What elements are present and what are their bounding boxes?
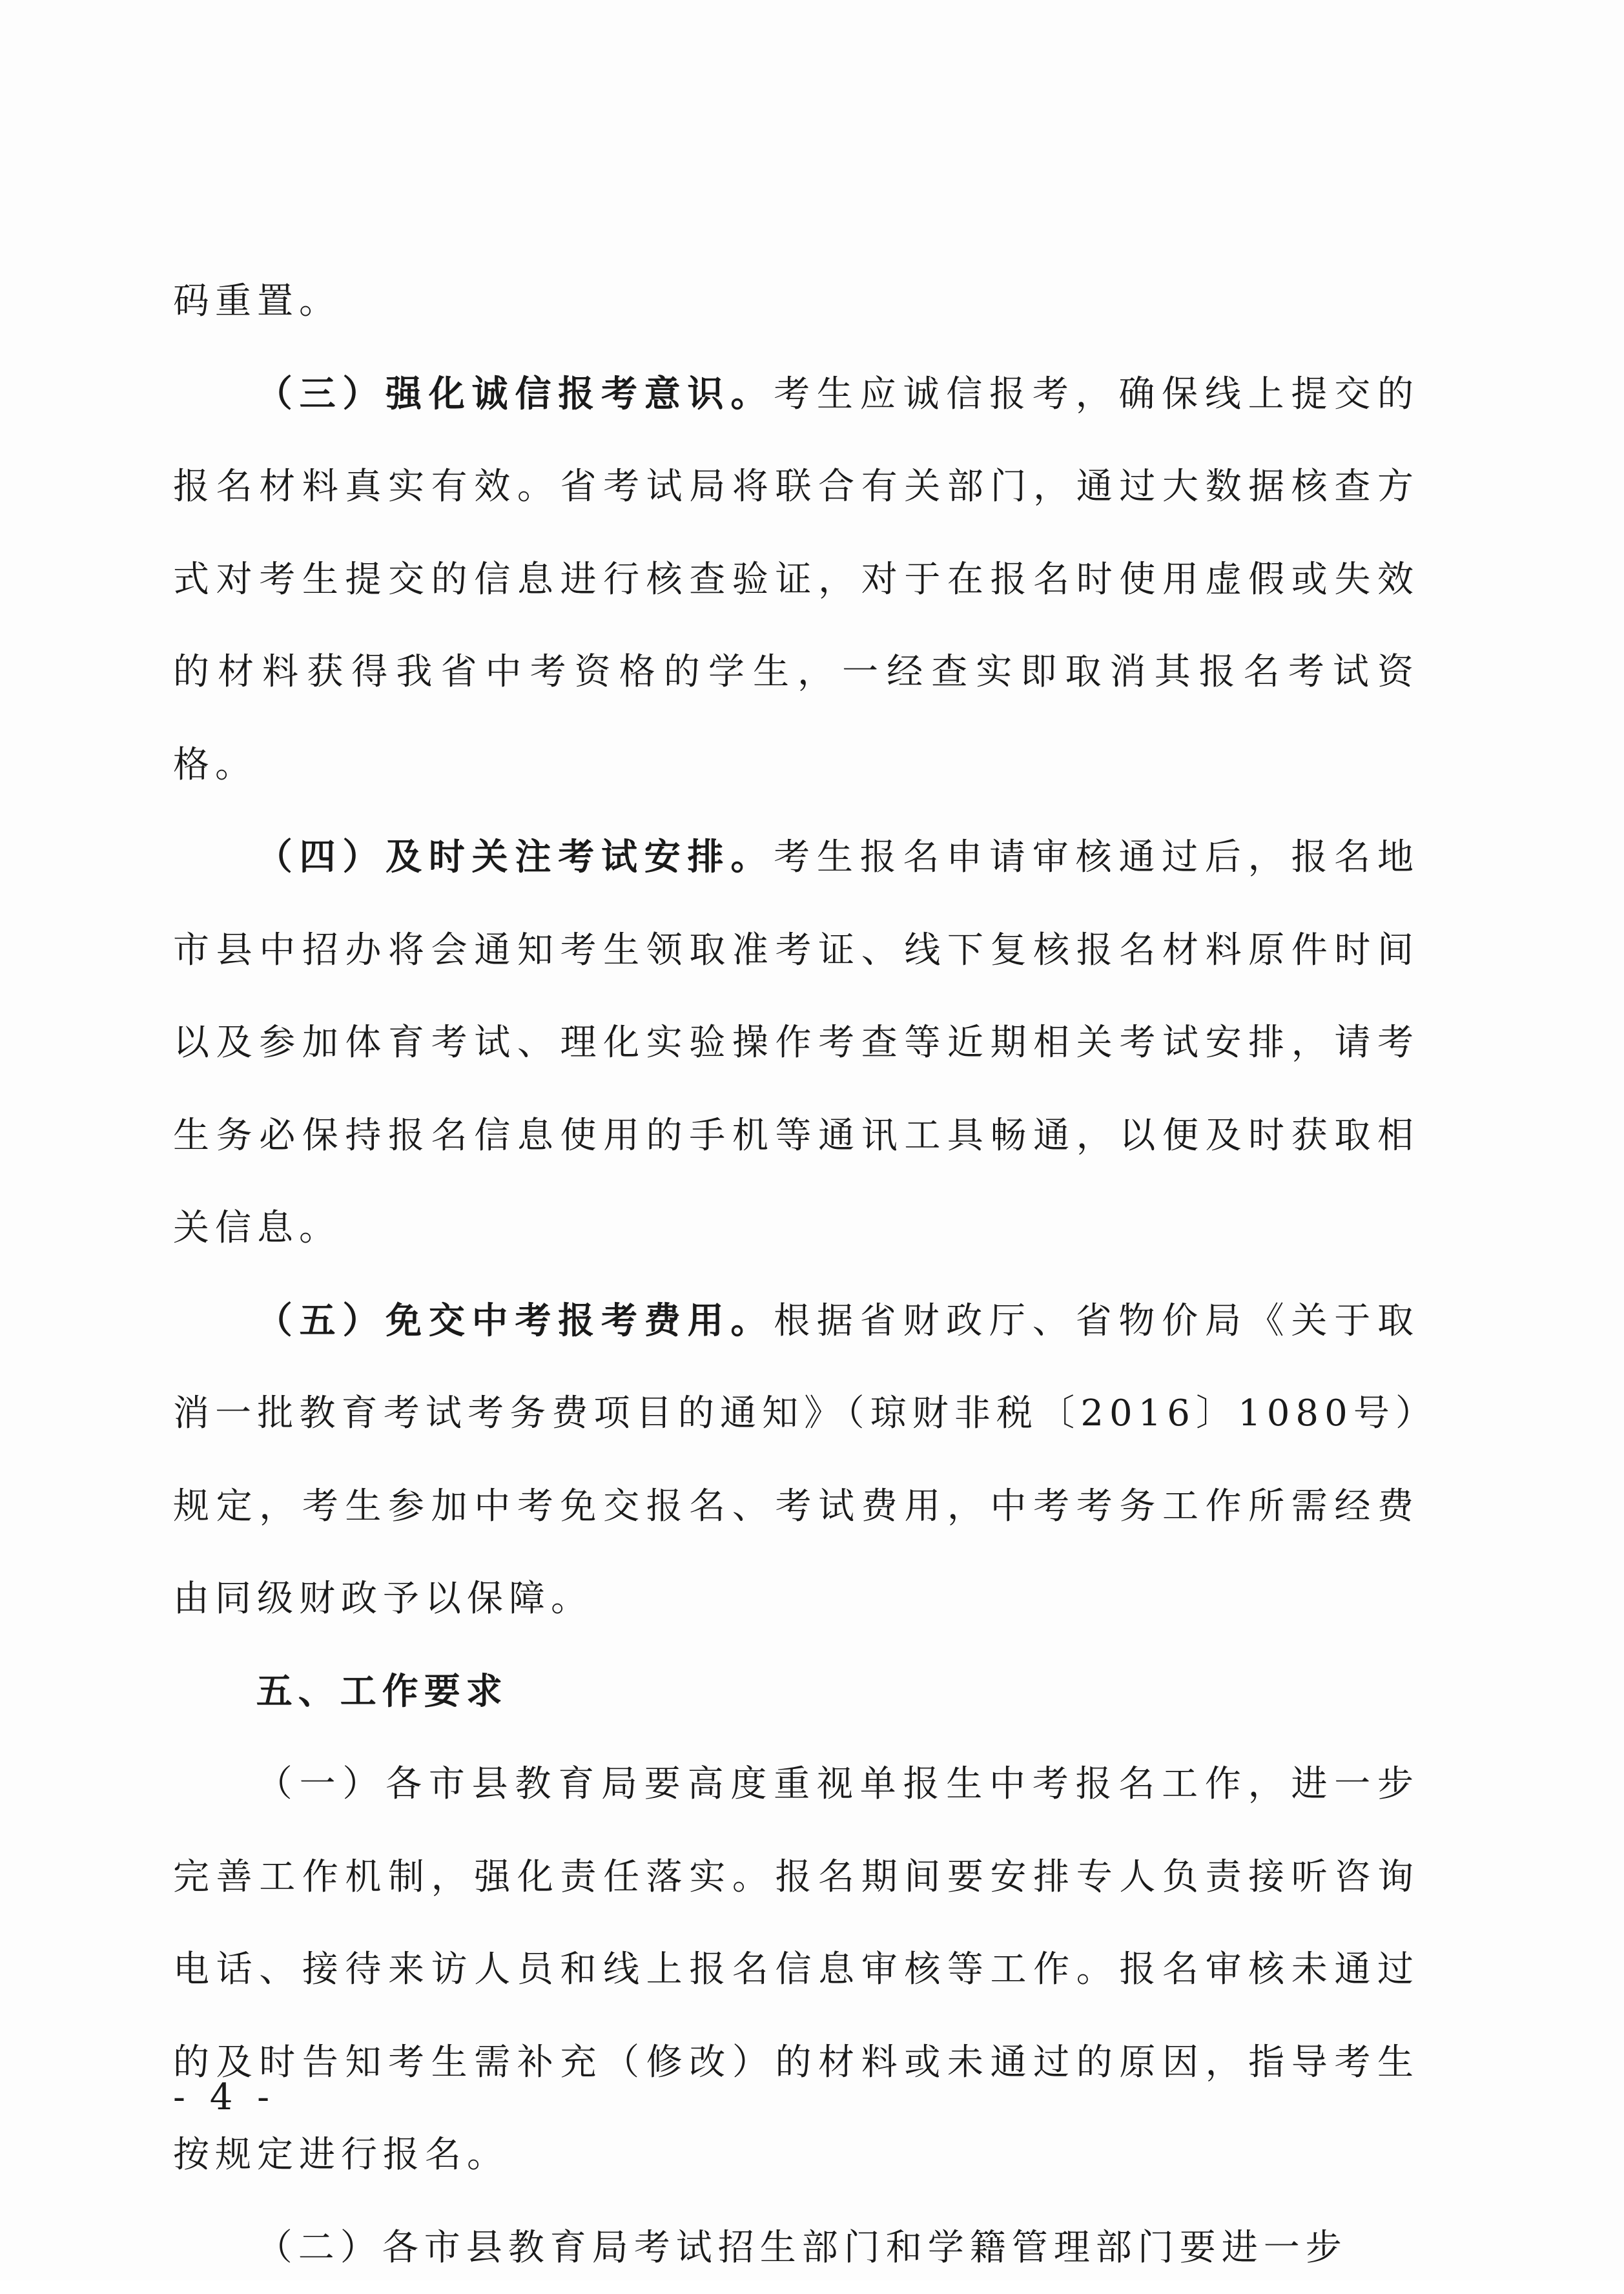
paragraph-lead: （四）及时关注考试安排。 bbox=[256, 836, 774, 878]
section-heading: 五、工作要求 bbox=[173, 1646, 1419, 1739]
paragraph-text: （二）各市县教育局考试招生部门和学籍管理部门要进一步 bbox=[256, 2227, 1348, 2269]
paragraph-requirement-1 bbox=[173, 1738, 1419, 2202]
paragraph-text: 根据省财政厅、省物价局《关于取消一批教育考试考务费项目的通知》（琼财非税〔2016〕1080号）规定，考生参加中考免交报名、考试费用，中考考务工作所需经费由同级财政予以保障。 bbox=[173, 1300, 1419, 1620]
paragraph-lead: （五）免交中考报考费用。 bbox=[256, 1299, 774, 1342]
paragraph-exam-schedule bbox=[173, 811, 1419, 1275]
paragraph-text: （一）各市县教育局要高度重视单报生中考报名工作，进一步完善工作机制，强化责任落实。报名期间要安排专人负责接听咨询电话、接待来访人员和线上报名信息审核等工作。报名审核未通过的及时告知考生需补充（修改）的材料或未通过的原因，指导考生按规定进行报名。 bbox=[173, 1763, 1419, 2176]
paragraph-lead: （三）强化诚信报考意识。 bbox=[256, 373, 774, 415]
paragraph-text: 考生报名申请审核通过后，报名地市县中招办将会通知考生领取准考证、线下复核报名材料原件时间以及参加体育考试、理化实验操作考查等近期相关考试安排，请考生务必保持报名信息使用的手机等通讯工具畅通，以便及时获取相关信息。 bbox=[173, 836, 1419, 1249]
paragraph-continuation bbox=[173, 255, 1419, 348]
page-number: - 4 - bbox=[173, 2076, 276, 2118]
paragraph-fee-waiver bbox=[173, 1275, 1419, 1646]
body-text bbox=[173, 255, 1419, 2294]
paragraph-integrity bbox=[173, 348, 1419, 812]
paragraph-text: 码重置。 bbox=[173, 280, 341, 322]
paragraph-requirement-2 bbox=[173, 2202, 1419, 2294]
paragraph-text: 考生应诚信报考，确保线上提交的报名材料真实有效。省考试局将联合有关部门，通过大数据核查方式对考生提交的信息进行核查验证，对于在报名时使用虚假或失效的材料获得我省中考资格的学生，一经查实即取消其报名考试资格。 bbox=[173, 373, 1419, 786]
